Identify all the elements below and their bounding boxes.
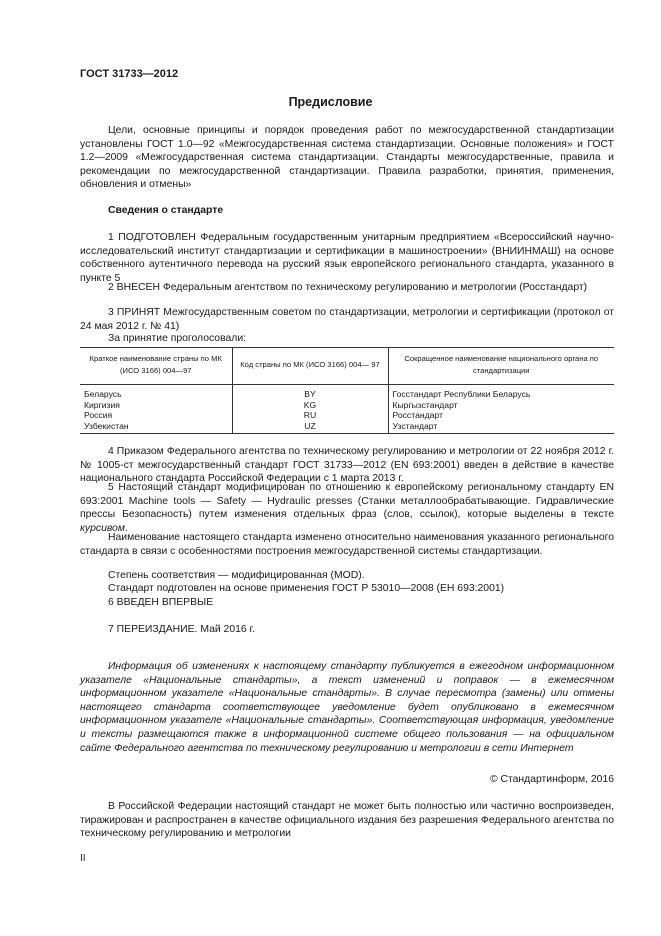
item-3-adopted: 3 ПРИНЯТ Межгосударственным советом по стандартизации, метрологии и сертификации (протокол от 24 мая 2012 г. № 41): [80, 307, 614, 332]
item-5-modification: [80, 481, 614, 535]
country-code: UZ: [232, 421, 388, 434]
voting-countries-table: [80, 347, 614, 434]
page-title: Предисловие: [288, 95, 373, 109]
page-number: II: [80, 853, 86, 864]
country-code: RU: [232, 410, 388, 421]
table-row: [80, 385, 614, 400]
changes-notice: Информация об изменениях к настоящему стандарту публикуется в ежегодном информационном указателе «Национальные стандарты», а текст изменений и поправок — в ежемесячном информационном указателе «Национальные стандарты». В случае пересмотра (замены) или отмены настоящего стандарта соответствующее уведомление будет опубликовано в ежемесячном информационном указателе «Национальные стандарты». Соответствующая информация, уведомление и тексты размещаются также в информационной системе общего пользования — на официальном сайте Федерального агентства по техническому регулированию и метрологии в сети Интернет: [80, 661, 614, 754]
column-header-code: Код страны по МК (ИСО 3166) 004— 97: [232, 348, 388, 385]
item-5-text: 5 Настоящий стандарт модифицирован по отношению к европейскому региональному стандарту EN 693:2001 Machine tools — Safety — Hydraulic presses (Станки металлообрабатывающие. Гидравлические прессы Безопасность) путем изменения отдельных фраз (слов, ссылок), которые выделены в тексте: [80, 482, 614, 521]
country-name: Киргизия: [84, 399, 120, 410]
standards-body: Росстандарт: [388, 410, 614, 421]
item-5-title-note: Наименование настоящего стандарта изменено относительно наименования указанного регионального стандарта в связи с особенностями построения межгосударственной системы стандартизации.: [80, 532, 614, 557]
country-name: Беларусь: [84, 389, 122, 399]
reproduction-notice: В Российской Федерации настоящий стандарт не может быть полностью или частично воспроизведен, тиражирован и распространен в качестве официального издания без разрешения Федерального агентства по техническому регулированию и метрологии: [80, 801, 614, 840]
about-standard-heading: Сведения о стандарте: [108, 205, 224, 216]
country-name: Узбекистан: [80, 421, 232, 434]
table-row: [80, 400, 614, 411]
standards-body: Кыргызстандарт: [388, 400, 614, 411]
item-7-reissue: 7 ПЕРЕИЗДАНИЕ. Май 2016 г.: [108, 624, 255, 635]
item-2-introduced: 2 ВНЕСЕН Федеральным агентством по техническому регулированию и метрологии (Росстандарт): [108, 282, 588, 293]
country-code: BY: [232, 385, 388, 400]
table-header-row: [80, 348, 614, 385]
country-code: KG: [232, 400, 388, 411]
copyright: © Стандартинформ, 2016: [489, 774, 614, 785]
votes-label: За принятие проголосовали:: [108, 333, 247, 344]
document-designation: ГОСТ 31733—2012: [80, 68, 179, 80]
country-name: Россия: [84, 410, 113, 421]
table-row: [80, 421, 614, 434]
item-5-basis: Стандарт подготовлен на основе применения ГОСТ Р 53010—2008 (ЕН 693:2001): [108, 583, 505, 594]
item-1-prepared: 1 ПОДГОТОВЛЕН Федеральным государственным унитарным предприятием «Всероссийский научно-исследовательский институт стандартизации и сертификации в машиностроении» (ВНИИНМАШ) на основе собственного аутентичного перевода на русский язык европейского регионального стандарта, указанного в пункте 5: [80, 232, 614, 284]
standards-body: Узстандарт: [388, 421, 614, 434]
column-header-organ: Сокращенное наименование национального органа по стандартизации: [388, 348, 614, 385]
intro-paragraph: Цели, основные принципы и порядок проведения работ по межгосударственной стандартизации установлены ГОСТ 1.0—92 «Межгосударственная система стандартизации. Основные положения» и ГОСТ 1.2—2009 «Межгосударственная система стандартизации. Стандарты межгосударственные, правила и рекомендации по межгосударственной стандартизации. Правила разработки, принятия, применения, обновления и отмены»: [80, 125, 614, 191]
item-5-italic-word: курсивом: [80, 522, 125, 534]
item-4-order: 4 Приказом Федерального агентства по техническому регулированию и метрологии от 22 ноября 2012 г. № 1005-ст межгосударственный стандарт ГОСТ 31733—2012 (EN 693:2001) введен в действие в качестве национального стандарта Российской Федерации с 1 марта 2013 г.: [80, 446, 614, 485]
column-header-country: Краткое наименование страны по МК (ИСО 3166) 004—97: [80, 348, 232, 385]
table-row: [80, 410, 614, 421]
item-5-period: .: [124, 522, 128, 534]
item-5-degree: Степень соответствия — модифицированная (MOD).: [108, 570, 365, 581]
standards-body: Госстандарт Республики Беларусь: [388, 385, 614, 400]
item-6-first-introduced: 6 ВВЕДЕН ВПЕРВЫЕ: [108, 597, 214, 608]
